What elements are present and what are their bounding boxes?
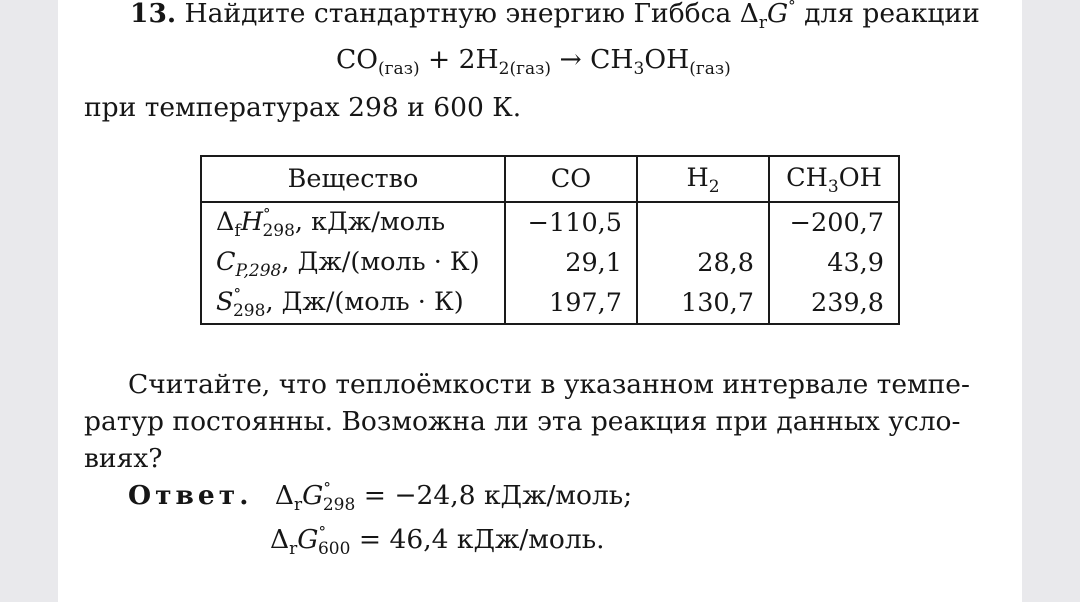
answer-gibbs-298: $\Delta_rG^\circ_{298}$ — [274, 479, 356, 515]
table-cell: 28,8 — [637, 243, 769, 283]
table-cell: 130,7 — [637, 283, 769, 324]
header-h2: $H_2$ — [637, 156, 769, 202]
reaction-equation: $CO_{(газ)} + 2H_{2(газ)} \to CH_3OH_{(газ)}$ — [336, 44, 731, 79]
answer-value-600: = 46,4 кДж/моль. — [358, 524, 605, 555]
problem-title-after: для реакции — [804, 0, 980, 29]
table-cell: 239,8 — [769, 283, 899, 324]
table-header-row — [201, 156, 899, 202]
reaction-arrow: → — [559, 44, 582, 75]
problem-title-text: Найдите стандартную энергию Гиббса — [184, 0, 732, 29]
table-cell: −200,7 — [769, 202, 899, 243]
textbook-page — [58, 0, 1022, 602]
table-cell: −110,5 — [505, 202, 637, 243]
answer-value-298: = −24,8 кДж/моль; — [363, 480, 633, 511]
gibbs-symbol: $\Delta_rG^\circ$ — [739, 0, 796, 33]
table-cell — [637, 202, 769, 243]
row-label-heat-capacity: $C_{P,298}$, Дж/(моль · К) — [201, 243, 505, 283]
table-cell: 197,7 — [505, 283, 637, 324]
table-cell: 29,1 — [505, 243, 637, 283]
answer-gibbs-600: $\Delta_rG^\circ_{600}$ — [270, 523, 351, 559]
thermo-data-table — [200, 155, 900, 325]
answer-label: Ответ. — [128, 480, 253, 511]
paragraph-line-1: Считайте, что теплоёмкости в указанном интервале темпе- — [128, 369, 970, 400]
header-ch3oh: $CH_3OH$ — [769, 156, 899, 202]
row-label-entropy: $S^\circ_{298}$, Дж/(моль · К) — [201, 283, 505, 324]
header-substance: Вещество — [201, 156, 505, 202]
table-row — [201, 243, 899, 283]
answer-line-2 — [270, 524, 605, 559]
problem-number: 13. — [130, 0, 177, 29]
header-co: CO — [505, 156, 637, 202]
table-row — [201, 283, 899, 324]
temperatures-line: при температурах 298 и 600 К. — [84, 92, 522, 123]
problem-statement — [130, 0, 980, 33]
table-row — [201, 202, 899, 243]
paragraph-line-2: ратур постоянны. Возможна ли эта реакция при данных усло- — [84, 406, 961, 437]
answer-line-1 — [128, 480, 632, 515]
row-label-enthalpy: $\Delta_fH^\circ_{298}$, кДж/моль — [201, 202, 505, 243]
table-cell: 43,9 — [769, 243, 899, 283]
paragraph-line-3: виях? — [84, 443, 163, 474]
